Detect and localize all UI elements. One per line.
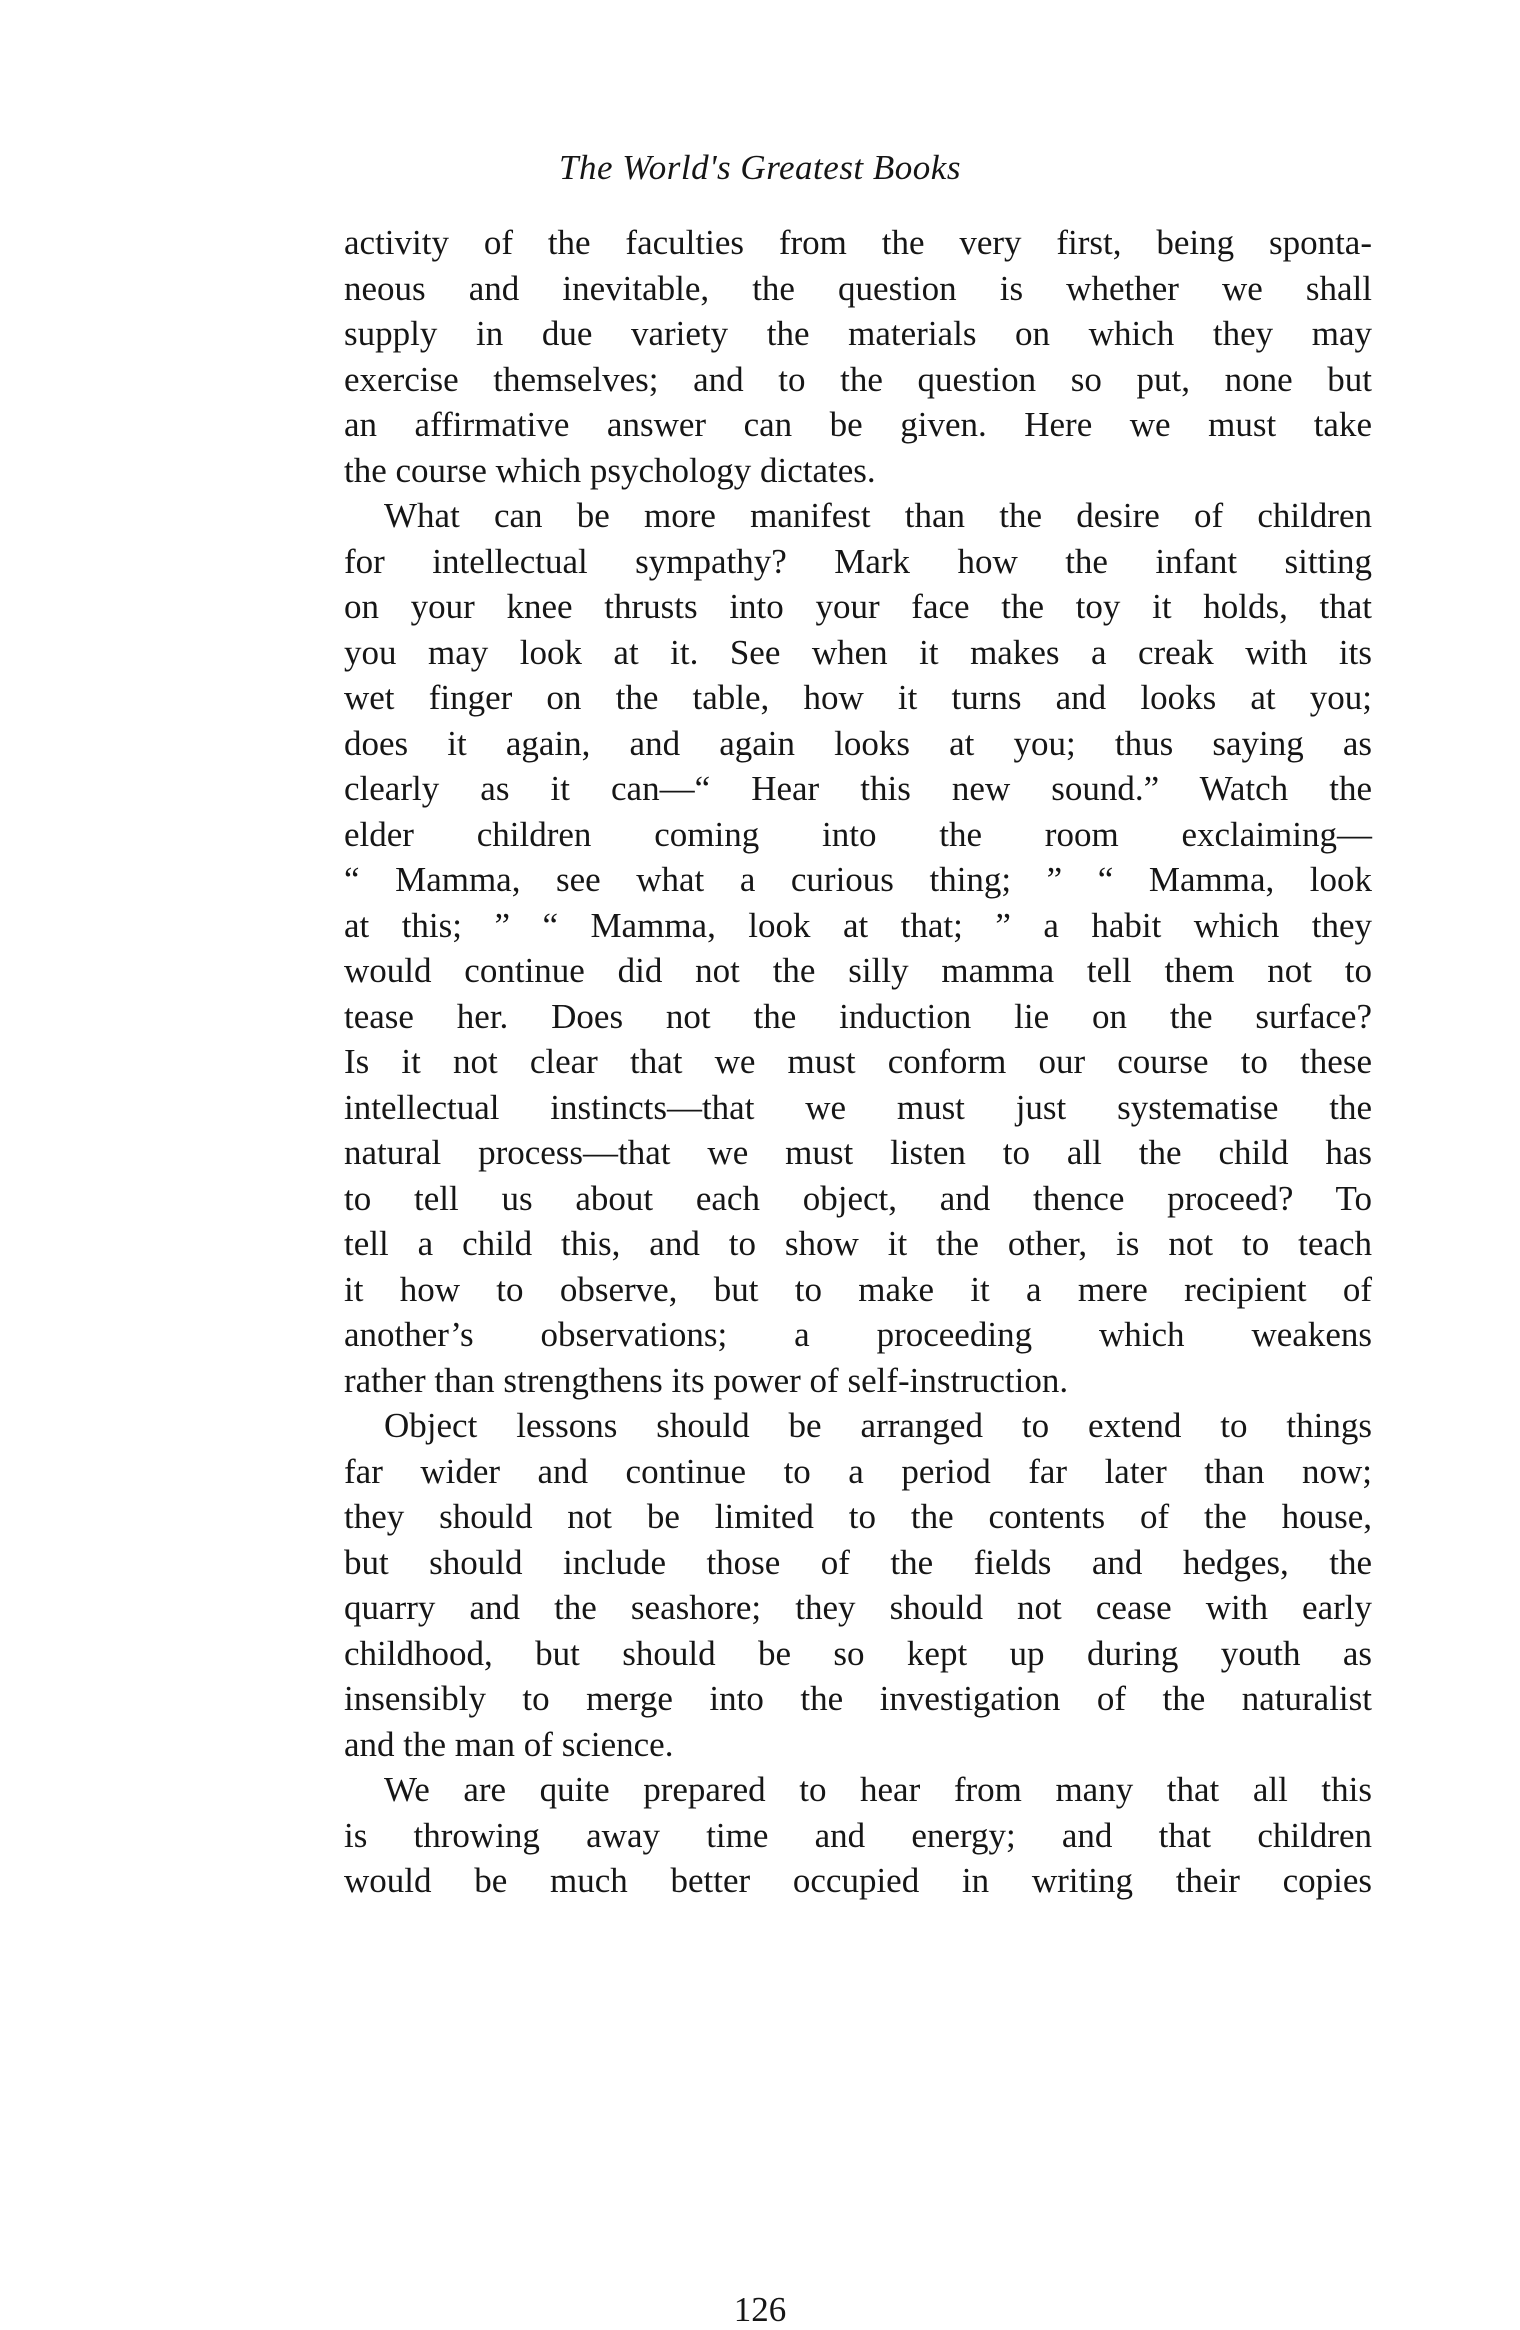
text-line: insensibly to merge into the investigation of the naturalist [344,1679,1372,1718]
text-line: supply in due variety the materials on which they may [344,314,1372,353]
text-line: clearly as it can—“ Hear this new sound.” Watch the [344,769,1372,808]
text-line: “ Mamma, see what a curious thing; ” “ Mamma, look [344,860,1372,899]
running-head-title: The World's Greatest Books [559,148,961,187]
page-number: 126 [733,2290,787,2329]
text-line: quarry and the seashore; they should not cease with early [344,1588,1372,1627]
text-line: activity of the faculties from the very first, being sponta- [344,223,1372,262]
text-line: Object lessons should be arranged to extend to things [384,1406,1372,1445]
text-line: to tell us about each object, and thence proceed? To [344,1178,1372,1218]
text-line: tease her. Does not the induction lie on the surface? [344,996,1372,1036]
text-line: We are quite prepared to hear from many that all this [384,1770,1372,1809]
text-line: What can be more manifest than the desire of children [384,496,1372,535]
text-line: an affirmative answer can be given. Here we must take [344,405,1372,444]
text-line: on your knee thrusts into your face the toy it holds, that [344,587,1372,626]
text-line: neous and inevitable, the question is whether we shall [344,268,1372,308]
body-text [344,220,1372,1904]
text-line: it how to observe, but to make it a mere recipient of [344,1269,1372,1309]
text-line: rather than strengthens its power of self-instruction. [344,1360,1069,1400]
text-line: elder children coming into the room exclaiming— [344,814,1372,854]
text-line: you may look at it. See when it makes a creak with its [344,632,1372,672]
text-line: intellectual instincts—that we must just systematise the [344,1087,1372,1127]
text-line: but should include those of the fields and hedges, the [344,1542,1372,1582]
text-line: childhood, but should be so kept up during youth as [344,1633,1372,1673]
text-line: they should not be limited to the contents of the house, [344,1497,1372,1536]
text-line: far wider and continue to a period far later than now; [344,1451,1372,1491]
text-line: the course which psychology dictates. [344,450,876,490]
text-line: would be much better occupied in writing their copies [344,1861,1372,1900]
text-line: tell a child this, and to show it the other, is not to teach [344,1224,1372,1263]
text-line: would continue did not the silly mamma tell them not to [344,951,1372,990]
text-line: natural process—that we must listen to all the child has [344,1133,1372,1172]
text-line: does it again, and again looks at you; thus saying as [344,723,1372,763]
text-line: wet finger on the table, how it turns and looks at you; [344,678,1372,717]
text-line: and the man of science. [344,1724,674,1764]
text-line: at this; ” “ Mamma, look at that; ” a habit which they [344,905,1372,945]
text-line: another’s observations; a proceeding which weakens [344,1315,1372,1354]
text-line: for intellectual sympathy? Mark how the infant sitting [344,541,1372,581]
text-line: Is it not clear that we must conform our course to these [344,1042,1372,1081]
text-line: is throwing away time and energy; and that children [344,1815,1372,1855]
text-line: exercise themselves; and to the question so put, none but [344,359,1372,399]
